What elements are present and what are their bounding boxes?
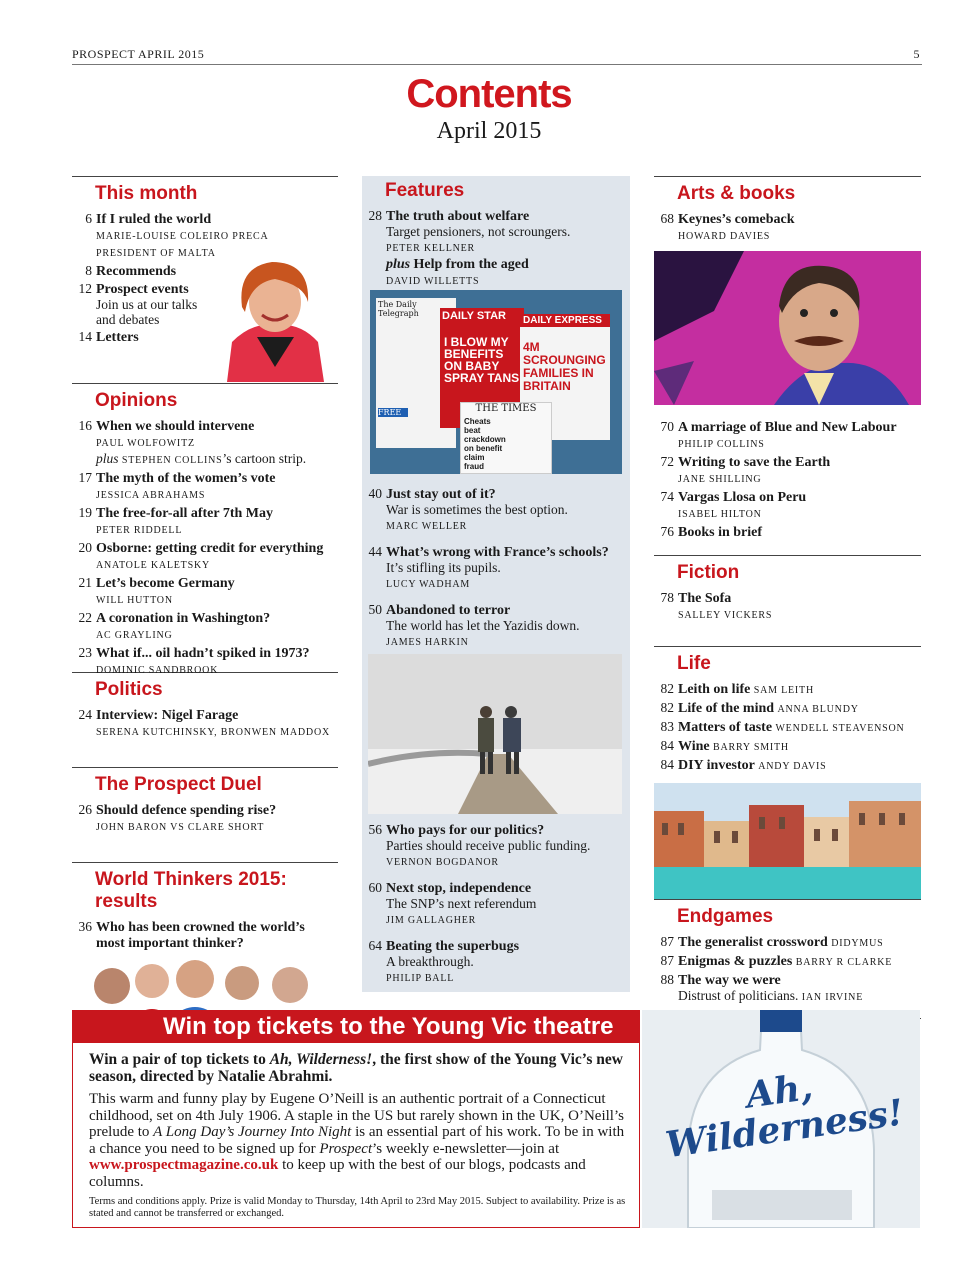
play-poster bbox=[642, 1010, 920, 1228]
promo-terms: Terms and conditions apply. Prize is valid Monday to Thursday, 14th April to 23rd May 2015. Subject to availability. Prize is as stated and cannot be transferred or exchanged. bbox=[89, 1196, 626, 1219]
section-politics bbox=[72, 679, 338, 768]
promo-box bbox=[72, 1010, 640, 1228]
list-item[interactable]: 24 Interview: Nigel Farage SERENA KUTCHINSKY, BRONWEN MADDOX bbox=[78, 707, 331, 738]
list-item[interactable]: 87 Enigmas & puzzles BARRY R CLARKE bbox=[660, 953, 893, 969]
list-item[interactable]: 6 If I ruled the world MARIE-LOUISE COLEIRO PRECA PRESIDENT OF MALTA bbox=[85, 211, 269, 259]
list-item[interactable]: 21 Let’s become Germany WILL HUTTON bbox=[78, 575, 235, 606]
list-item[interactable]: 19 The free-for-all after 7th May PETER RIDDELL bbox=[78, 505, 274, 536]
list-item[interactable]: 28 The truth about welfare Target pensioners, not scroungers. PETER KELLNER plus Help from the aged DAVID WILLETTS bbox=[368, 208, 571, 287]
list-item[interactable]: 44 What’s wrong with France’s schools? It’s stifling its pupils. LUCY WADHAM bbox=[368, 544, 609, 590]
list-item[interactable]: 76 Books in brief bbox=[660, 524, 763, 540]
list-item[interactable]: 84 Wine BARRY SMITH bbox=[660, 738, 789, 754]
list-item[interactable]: 17 The myth of the women’s vote JESSICA ABRAHAMS bbox=[78, 470, 276, 501]
page-title: Contents bbox=[406, 72, 572, 116]
section-heading: Fiction bbox=[677, 562, 740, 583]
paper-star: DAILY STAR I BLOW MY BENEFITS ON BABY SPRAY TANS bbox=[440, 308, 524, 428]
list-item[interactable]: 60 Next stop, independence The SNP’s next referendum JIM GALLAGHER bbox=[368, 880, 537, 926]
section-heading: This month bbox=[95, 183, 198, 204]
section-duel bbox=[72, 774, 338, 863]
section-heading: Opinions bbox=[95, 390, 178, 411]
section-thinkers bbox=[72, 869, 338, 1022]
features-mid-list bbox=[362, 486, 630, 652]
newspapers-photo bbox=[370, 290, 622, 474]
yazidi-photo bbox=[368, 654, 622, 814]
promo-lead: Win a pair of top tickets to Ah, Wilderness!, the first show of the Young Vic’s new season, directed by Natalie Abrahmi. bbox=[89, 1051, 623, 1085]
list-item[interactable]: 36 Who has been crowned the world’s most important thinker? bbox=[78, 919, 305, 951]
list-item[interactable]: 82 Life of the mind ANNA BLUNDY bbox=[660, 700, 859, 716]
section-life bbox=[654, 653, 921, 899]
list-item[interactable]: 40 Just stay out of it? War is sometimes the best option. MARC WELLER bbox=[368, 486, 568, 532]
list-item[interactable]: 50 Abandoned to terror The world has let the Yazidis down. JAMES HARKIN bbox=[368, 602, 580, 648]
section-heading: The Prospect Duel bbox=[95, 774, 262, 795]
list-item[interactable]: 20 Osborne: getting credit for everything ANATOLE KALETSKY bbox=[78, 540, 324, 571]
list-item[interactable]: 26 Should defence spending rise? JOHN BARON VS CLARE SHORT bbox=[78, 802, 277, 833]
section-heading: Endgames bbox=[677, 906, 774, 927]
keynes-portrait bbox=[654, 251, 921, 405]
list-item[interactable]: 78 The Sofa SALLEY VICKERS bbox=[660, 590, 773, 621]
list-item[interactable]: 87 The generalist crossword DIDYMUS bbox=[660, 934, 884, 950]
page-subtitle: April 2015 bbox=[436, 118, 542, 144]
section-heading: Features bbox=[385, 180, 465, 201]
section-heading: Politics bbox=[95, 679, 163, 700]
list-item[interactable]: 84 DIY investor ANDY DAVIS bbox=[660, 757, 827, 773]
right-column bbox=[654, 176, 921, 1019]
paper-times: THE TIMES Cheats beat crackdown on benefit claim fraud bbox=[460, 402, 552, 474]
section-endgames bbox=[654, 899, 921, 1019]
list-item[interactable]: 12 Prospect events Join us at our talks and debates bbox=[78, 281, 198, 327]
issue-label: PROSPECT APRIL 2015 bbox=[72, 47, 205, 61]
list-item[interactable]: 82 Leith on life SAM LEITH bbox=[660, 681, 814, 697]
section-this-month bbox=[72, 176, 338, 384]
section-opinions bbox=[72, 390, 338, 676]
features-bottom-list bbox=[362, 822, 630, 988]
section-fiction bbox=[654, 562, 921, 647]
list-item[interactable]: 83 Matters of taste WENDELL STEAVENSON bbox=[660, 719, 905, 735]
promo-link[interactable]: www.prospectmagazine.co.uk bbox=[89, 1157, 279, 1173]
promo-body: This warm and funny play by Eugene O’Neill is an authentic portrait of a Connecticut childhood, set on 4th July 1906. A staple in the US but rarely shown in the UK, O’Neill’s prelude to A Long Day’s Journey Into Night is an essential part of his work. To be in with a chance you need to be signed up for Prospect’s weekly e-newsletter—join at www.prospectmagazine.co.uk to keep up with the best of our blogs, podcasts and columns. bbox=[89, 1091, 625, 1190]
poster-title: Ah, Wilderness! bbox=[663, 1065, 907, 1167]
list-item[interactable]: 14 Letters bbox=[78, 329, 139, 345]
list-item[interactable]: 64 Beating the superbugs A breakthrough. PHILIP BALL bbox=[368, 938, 520, 984]
list-item[interactable]: 74 Vargas Llosa on Peru ISABEL HILTON bbox=[660, 489, 807, 520]
page-number: 5 bbox=[913, 47, 920, 61]
features-panel bbox=[362, 176, 630, 992]
venice-photo bbox=[654, 783, 921, 899]
list-item[interactable]: 22 A coronation in Washington? AC GRAYLING bbox=[78, 610, 271, 641]
promo-banner: Win top tickets to the Young Vic theatre bbox=[73, 1011, 639, 1043]
list-item[interactable]: 70 A marriage of Blue and New Labour PHILIP COLLINS bbox=[660, 419, 897, 450]
list-item[interactable]: 56 Who pays for our politics? Parties should receive public funding. VERNON BOGDANOR bbox=[368, 822, 591, 868]
section-heading: Life bbox=[677, 653, 711, 674]
running-header bbox=[72, 44, 922, 65]
list-item[interactable]: 72 Writing to save the Earth JANE SHILLING bbox=[660, 454, 831, 485]
list-item[interactable]: 16 When we should intervene PAUL WOLFOWITZ plus STEPHEN COLLINS’s cartoon strip. bbox=[78, 418, 307, 466]
section-heading: Arts & books bbox=[677, 183, 796, 204]
left-column bbox=[72, 176, 338, 1022]
section-arts bbox=[654, 176, 921, 556]
list-item[interactable]: 8 Recommends bbox=[85, 263, 177, 279]
list-item[interactable]: 23 What if... oil hadn’t spiked in 1973? DOMINIC SANDBROOK bbox=[78, 645, 310, 676]
paper-telegraph: The Daily Telegraph FREE bbox=[376, 298, 456, 448]
list-item[interactable]: 68 Keynes’s comeback HOWARD DAVIES bbox=[660, 211, 795, 242]
paper-express: DAILY EXPRESS 4M SCROUNGING FAMILIES IN BRITAIN bbox=[520, 314, 610, 440]
list-item[interactable]: 88 The way we were Distrust of politicians. IAN IRVINE bbox=[660, 972, 864, 1003]
section-heading: World Thinkers 2015: results bbox=[95, 869, 287, 912]
